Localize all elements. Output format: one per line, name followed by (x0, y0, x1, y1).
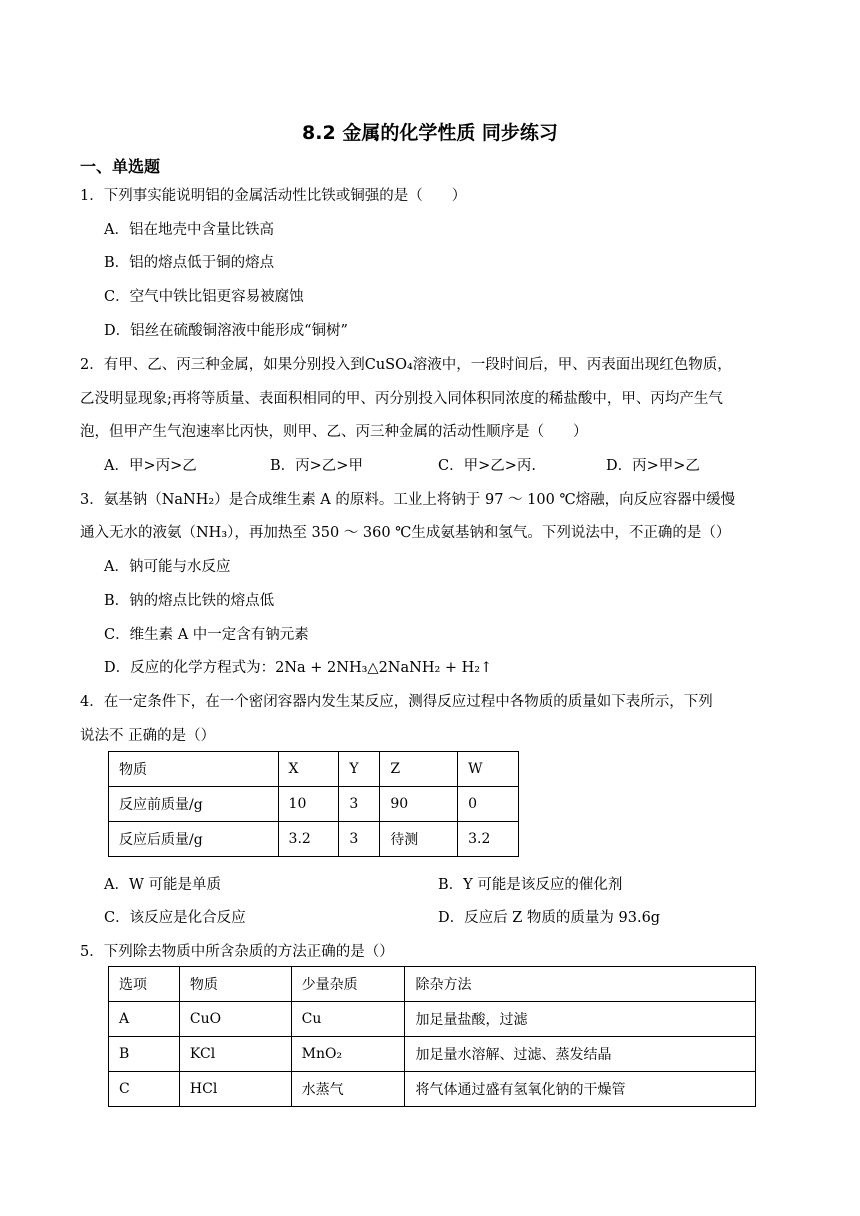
q2-option-a: A．甲>丙>乙 (104, 458, 197, 474)
q2-stem-line3: 泡，但甲产生气泡速率比丙快，则甲、乙、丙三种金属的活动性顺序是（ ） (80, 424, 588, 440)
q4-stem-line2: 说法不 正确的是（） (80, 728, 216, 744)
table-cell: 反应前质量/g (109, 787, 279, 822)
q3-option-a: A．钠可能与水反应 (104, 559, 231, 575)
table-cell: 将气体通过盛有氢氧化钠的干燥管 (405, 1072, 756, 1107)
q4-option-c: C．该反应是化合反应 (104, 910, 246, 926)
q1-stem: 1．下列事实能说明铝的金属活动性比铁或铜强的是（ ） (80, 188, 467, 204)
table-cell: 3 (339, 822, 380, 857)
q2-option-d: D．丙>甲>乙 (606, 458, 700, 474)
table-cell: 90 (380, 787, 458, 822)
q1-option-a: A．铝在地壳中含量比铁高 (104, 222, 274, 238)
table-cell: 选项 (109, 967, 180, 1002)
q1-option-c: C．空气中铁比铝更容易被腐蚀 (104, 289, 304, 305)
section-heading: 一、单选题 (80, 157, 161, 176)
table-cell: Z (380, 752, 458, 787)
table-cell: 3.2 (278, 822, 339, 857)
table-row (109, 822, 519, 857)
table-cell: C (109, 1072, 180, 1107)
table-cell: HCl (179, 1072, 291, 1107)
q3-option-c: C．维生素 A 中一定含有钠元素 (104, 627, 309, 643)
table-cell: 物质 (109, 752, 279, 787)
table-cell: MnO₂ (291, 1037, 405, 1072)
table-row (109, 1037, 756, 1072)
q4-option-b: B．Y 可能是该反应的催化剂 (438, 877, 623, 893)
q2-option-b: B．丙>乙>甲 (270, 458, 363, 474)
table-cell: 0 (458, 787, 519, 822)
q3-stem-line2: 通入无水的液氨（NH₃），再加热至 350 ～ 360 ℃生成氨基钠和氢气。下列说法中，不正确的是（） (80, 525, 731, 541)
q4-option-a: A．W 可能是单质 (104, 877, 221, 893)
table-cell: Cu (291, 1002, 405, 1037)
q1-option-b: B．铝的熔点低于铜的熔点 (104, 255, 275, 271)
table-row (109, 1072, 756, 1107)
table-cell: 除杂方法 (405, 967, 756, 1002)
table-cell: 3 (339, 787, 380, 822)
q5-impurity-table (108, 966, 756, 1107)
table-cell: Y (339, 752, 380, 787)
q2-stem-line1: 2．有甲、乙、丙三种金属，如果分别投入到CuSO₄溶液中，一段时间后，甲、丙表面出现红色物质， (80, 357, 732, 373)
q3-stem-line1: 3．氨基钠（NaNH₂）是合成维生素 A 的原料。工业上将钠于 97 ～ 100 ℃熔融，向反应容器中缓慢 (80, 492, 736, 508)
table-cell: 加足量盐酸，过滤 (405, 1002, 756, 1037)
q3-option-b: B．钠的熔点比铁的熔点低 (104, 593, 275, 609)
table-row (109, 752, 519, 787)
q5-stem: 5．下列除去物质中所含杂质的方法正确的是（） (80, 944, 394, 960)
q4-option-d: D．反应后 Z 物质的质量为 93.6g (438, 910, 661, 926)
table-cell: B (109, 1037, 180, 1072)
q3-option-d: D．反应的化学方程式为：2Na + 2NH₃△2NaNH₂ + H₂↑ (104, 660, 493, 676)
table-cell: 物质 (179, 967, 291, 1002)
q1-option-d: D．铝丝在硫酸铜溶液中能形成“铜树” (104, 323, 348, 339)
q2-stem-line2: 乙没明显现象;再将等质量、表面积相同的甲、丙分别投入同体积同浓度的稀盐酸中，甲、丙均产生气 (80, 391, 723, 407)
table-cell: 水蒸气 (291, 1072, 405, 1107)
table-cell: KCl (179, 1037, 291, 1072)
table-cell: CuO (179, 1002, 291, 1037)
table-row (109, 787, 519, 822)
q4-mass-table (108, 751, 519, 857)
table-cell: 待测 (380, 822, 458, 857)
table-cell: X (278, 752, 339, 787)
q4-stem-line1: 4．在一定条件下，在一个密闭容器内发生某反应，测得反应过程中各物质的质量如下表所示，下列 (80, 694, 713, 710)
table-cell: 10 (278, 787, 339, 822)
table-cell: 3.2 (458, 822, 519, 857)
table-cell: A (109, 1002, 180, 1037)
table-cell: 加足量水溶解、过滤、蒸发结晶 (405, 1037, 756, 1072)
table-row (109, 1002, 756, 1037)
table-cell: 少量杂质 (291, 967, 405, 1002)
table-cell: W (458, 752, 519, 787)
page-title: 8.2 金属的化学性质 同步练习 (302, 122, 558, 144)
table-cell: 反应后质量/g (109, 822, 279, 857)
q2-option-c: C．甲>乙>丙. (438, 458, 537, 474)
table-row (109, 967, 756, 1002)
